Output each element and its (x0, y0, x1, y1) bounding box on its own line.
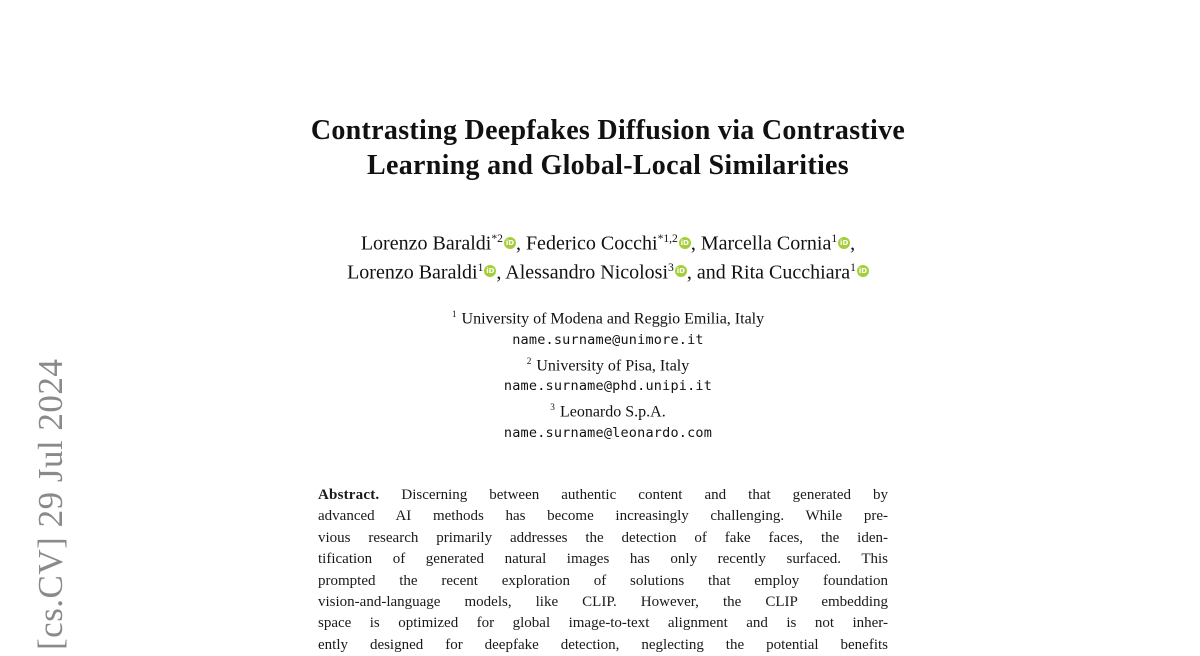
author-lines (8, 227, 1200, 284)
arxiv-stamp: [cs.CV] 29 Jul 2024 (31, 358, 70, 650)
author-separator: , (850, 232, 856, 255)
affiliation-line (8, 305, 1200, 330)
affiliation-superscript: 3 (550, 402, 555, 413)
abstract-line: ently designed for deepfake detection, neglecting the potential benefits (318, 636, 888, 653)
affiliation-email: name.surname@phd.unipi.it (503, 378, 713, 395)
abstract-line: space is optimized for global image-to-text alignment and is not inher- (318, 615, 888, 632)
affiliation-name: University of Pisa, Italy (536, 356, 690, 374)
author-superscript: 1 (850, 260, 856, 274)
abstract-line: prompted the recent exploration of solutions that employ foundation (318, 572, 888, 589)
orcid-icon[interactable]: iD (858, 267, 868, 276)
abstract-line: advanced AI methods has become increasingly challenging. While pre- (318, 508, 888, 525)
affiliation-name: University of Modena and Reggio Emilia, Italy (461, 310, 765, 328)
affiliation-email: name.surname@leonardo.com (503, 424, 713, 441)
author-separator: , (690, 232, 701, 255)
affiliation-line (8, 352, 1200, 377)
affiliation-block (8, 305, 1200, 444)
orcid-icon[interactable]: iD (840, 238, 849, 247)
author-separator: , and (686, 261, 731, 284)
abstract (318, 485, 888, 656)
author-name: Federico Cocchi (525, 232, 658, 255)
abstract-lines (318, 485, 888, 656)
abstract-line: vision-and-language models, like CLIP. However, the CLIP embedding (318, 593, 888, 610)
author-separator: , (515, 232, 526, 255)
author-name: Rita Cucchiara (730, 261, 851, 284)
author-name: Lorenzo Baraldi (360, 232, 492, 255)
affiliation-superscript: 2 (526, 356, 532, 367)
abstract-label: Abstract. (318, 487, 380, 503)
orcid-icon[interactable]: iD (676, 267, 685, 276)
author-line (8, 227, 1200, 256)
author-superscript: *1,2 (657, 232, 678, 245)
abstract-line: tification of generated natural images has only recently surfaced. This (318, 551, 888, 568)
affiliation-email: name.surname@unimore.it (512, 332, 704, 349)
author-superscript: 3 (668, 260, 674, 274)
orcid-icon[interactable]: iD (486, 267, 495, 276)
author-name: Marcella Cornia (700, 232, 832, 255)
affiliation-name: Leonardo S.p.A. (559, 403, 666, 421)
abstract-line: Abstract. Discerning between authentic content and that generated by (318, 487, 889, 503)
front-matter (8, 0, 1200, 444)
orcid-icon[interactable]: iD (680, 238, 689, 247)
abstract-line: vious research primarily addresses the detection of fake faces, the iden- (318, 529, 888, 546)
title-line-2: Learning and Global-Local Similarities (367, 150, 849, 181)
author-superscript: 1 (477, 260, 484, 274)
author-superscript: *2 (491, 232, 503, 245)
author-name: Alessandro Nicolosi (505, 261, 669, 284)
title-line-1: Contrasting Deepfakes Diffusion via Contrastive (310, 115, 906, 146)
orcid-icon[interactable]: iD (505, 238, 515, 247)
author-line (8, 256, 1200, 285)
affiliation-line (8, 398, 1200, 423)
author-name: Lorenzo Baraldi (347, 261, 478, 284)
author-superscript: 1 (831, 232, 838, 245)
affiliation-superscript: 1 (451, 310, 457, 321)
author-separator: , (496, 261, 506, 284)
page-title (8, 113, 1200, 183)
